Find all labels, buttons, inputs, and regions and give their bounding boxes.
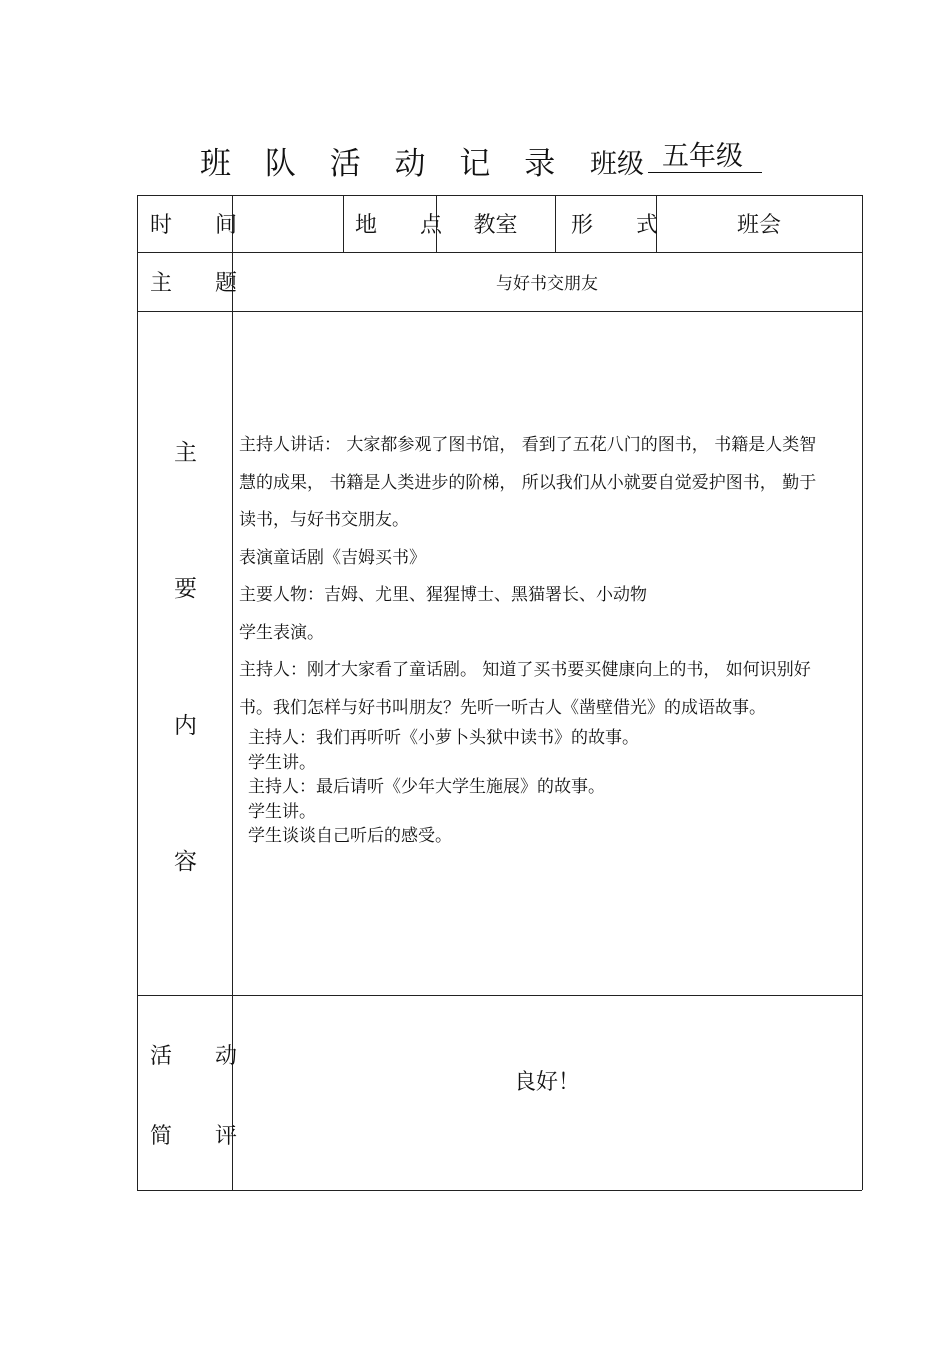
content-label-char: 内 [174, 713, 197, 739]
table-border [862, 195, 863, 1190]
content-line: 读书，与好书交朋友。 [239, 510, 409, 530]
topic-label: 主 题 [150, 271, 255, 296]
record-title: 班 队 活 动 记 录 [200, 146, 568, 182]
content-label-char: 要 [174, 576, 197, 602]
review-label-line: 活 动 [150, 1043, 255, 1069]
review-label-line: 简 评 [150, 1123, 255, 1149]
content-line: 主持人：刚才大家看了童话剧。 知道了买书要买健康向上的书， 如何识别好 [239, 660, 811, 680]
content-small-line: 学生讲。 [248, 801, 316, 822]
review-value: 良好！ [513, 1069, 580, 1095]
content-body [239, 427, 861, 727]
time-label: 时 间 [150, 213, 255, 238]
place-label: 地 点 [355, 213, 460, 238]
table-border [137, 1190, 862, 1191]
content-small-line: 学生谈谈自己听后的感受。 [248, 826, 452, 846]
content-line: 主持人讲话： 大家都参观了图书馆， 看到了五花八门的图书， 书籍是人类智 [239, 435, 817, 455]
table-border [137, 995, 862, 996]
table-border [137, 311, 862, 312]
topic-value: 与好书交朋友 [496, 274, 598, 294]
place-value: 教室 [473, 213, 518, 238]
content-line: 慧的成果， 书籍是人类进步的阶梯， 所以我们从小就要自觉爱护图书， 勤于 [239, 472, 817, 493]
form-value: 班会 [736, 213, 781, 238]
content-small-line: 主持人：我们再听听《小萝卜头狱中读书》的故事。 [248, 728, 639, 748]
form-label: 形 式 [571, 213, 676, 238]
content-line: 主要人物：吉姆、尤里、猩猩博士、黑猫署长、小动物 [239, 585, 647, 605]
content-small-body [248, 726, 639, 849]
time-value [232, 195, 343, 252]
content-line: 表演童话剧《吉姆买书》 [239, 547, 426, 568]
content-small-line: 主持人：最后请听《少年大学生施展》的故事。 [248, 777, 605, 797]
content-label-char: 主 [174, 440, 197, 466]
class-value: 五年级 [648, 142, 762, 173]
class-label: 班级 [590, 149, 644, 180]
content-small-line: 学生讲。 [248, 752, 316, 773]
content-line: 学生表演。 [239, 622, 324, 643]
content-line: 书。我们怎样与好书叫朋友？先听一听古人《凿壁借光》的成语故事。 [239, 697, 766, 718]
content-label-char: 容 [174, 849, 197, 875]
